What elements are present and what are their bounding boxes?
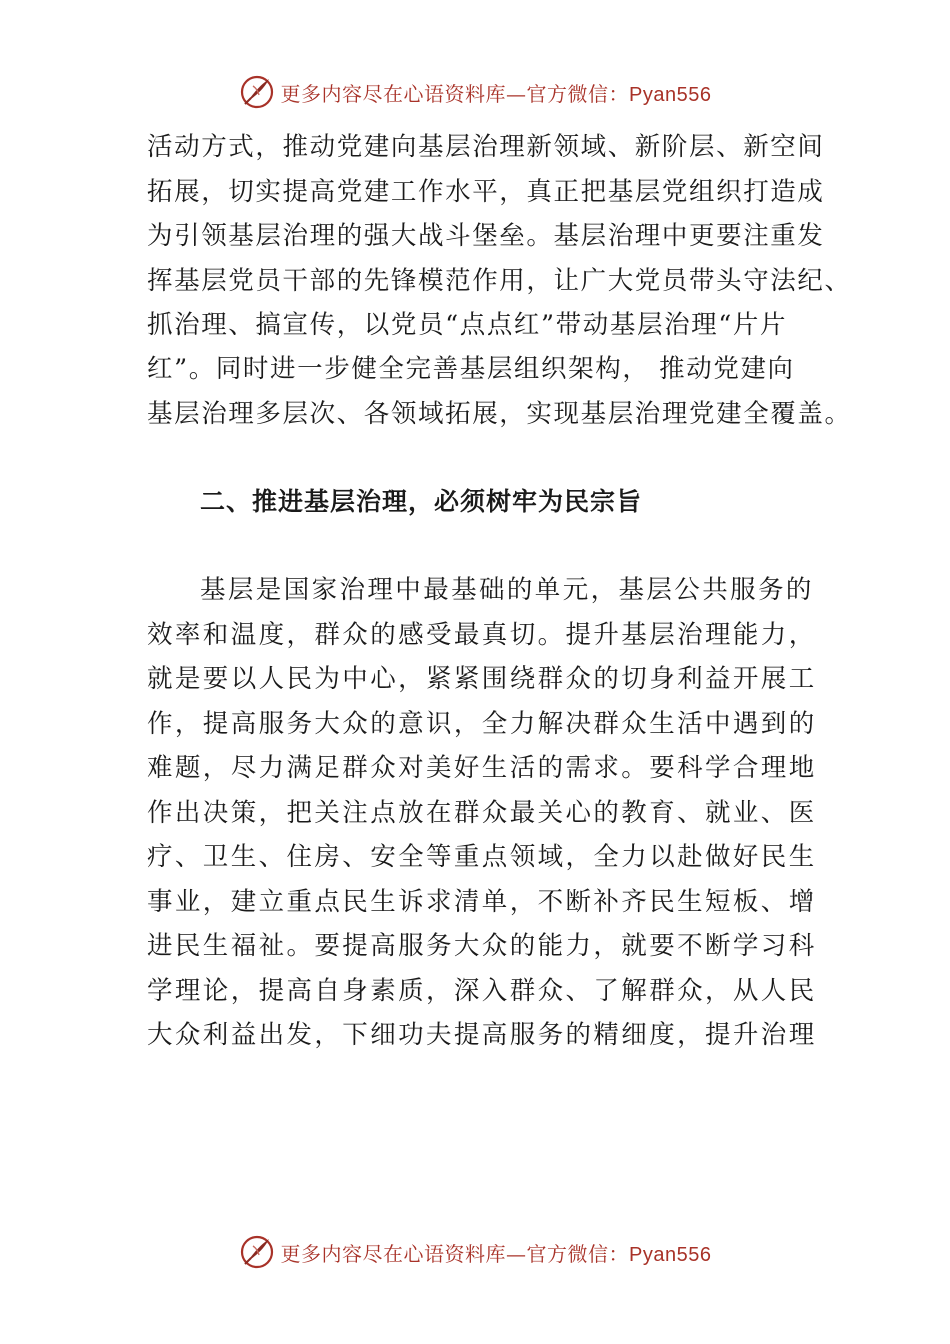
quill-pen-logo-icon [239, 1234, 275, 1270]
wechat-id: Pyan556 [629, 1243, 712, 1266]
footer-banner [0, 1232, 950, 1272]
paragraph-line: 进民生福祉。要提高服务大众的能力，就要不断学习科 [147, 931, 817, 961]
quill-pen-logo-icon [239, 74, 275, 110]
paragraph-line: 大众利益出发，下细功夫提高服务的精细度，提升治理 [147, 1020, 817, 1050]
paragraph-line: 基层治理多层次、各领域拓展，实现基层治理党建全覆盖。 [147, 399, 852, 429]
paragraph-line: 作出决策，把关注点放在群众最关心的教育、就业、医 [147, 798, 817, 828]
wechat-id: Pyan556 [629, 83, 712, 106]
paragraph-line: 为引领基层治理的强大战斗堡垒。基层治理中更要注重发 [147, 221, 825, 251]
paragraph-line: 就是要以人民为中心，紧紧围绕群众的切身利益开展工 [147, 664, 817, 694]
section-heading: 二、推进基层治理，必须树牢为民宗旨 [200, 487, 643, 516]
paragraph-line: 事业，建立重点民生诉求清单，不断补齐民生短板、增 [147, 887, 817, 917]
paragraph-line: 活动方式，推动党建向基层治理新领域、新阶层、新空间 [147, 132, 825, 162]
paragraph-line: 效率和温度，群众的感受最真切。提升基层治理能力， [147, 620, 817, 650]
header-banner [0, 72, 950, 112]
paragraph-line: 作，提高服务大众的意识，全力解决群众生活中遇到的 [147, 709, 817, 739]
paragraph-line: 拓展，切实提高党建工作水平，真正把基层党组织打造成 [147, 177, 825, 207]
paragraph-line: 学理论，提高自身素质，深入群众、了解群众，从人民 [147, 976, 817, 1006]
paragraph-line: 红”。同时进一步健全完善基层组织架构， 推动党建向 [147, 354, 795, 384]
paragraph-line: 疗、卫生、住房、安全等重点领域，全力以赴做好民生 [147, 842, 817, 872]
paragraph-line: 难题，尽力满足群众对美好生活的需求。要科学合理地 [147, 753, 817, 783]
banner-text: 更多内容尽在心语资料库—官方微信：Pyan556 [280, 1241, 712, 1266]
paragraph-line: 抓治理、搞宣传，以党员“点点红”带动基层治理“片片 [147, 310, 788, 340]
paragraph-line: 基层是国家治理中最基础的单元，基层公共服务的 [200, 575, 814, 605]
banner-text: 更多内容尽在心语资料库—官方微信：Pyan556 [280, 81, 712, 106]
paragraph-line: 挥基层党员干部的先锋模范作用，让广大党员带头守法纪、 [147, 266, 852, 296]
